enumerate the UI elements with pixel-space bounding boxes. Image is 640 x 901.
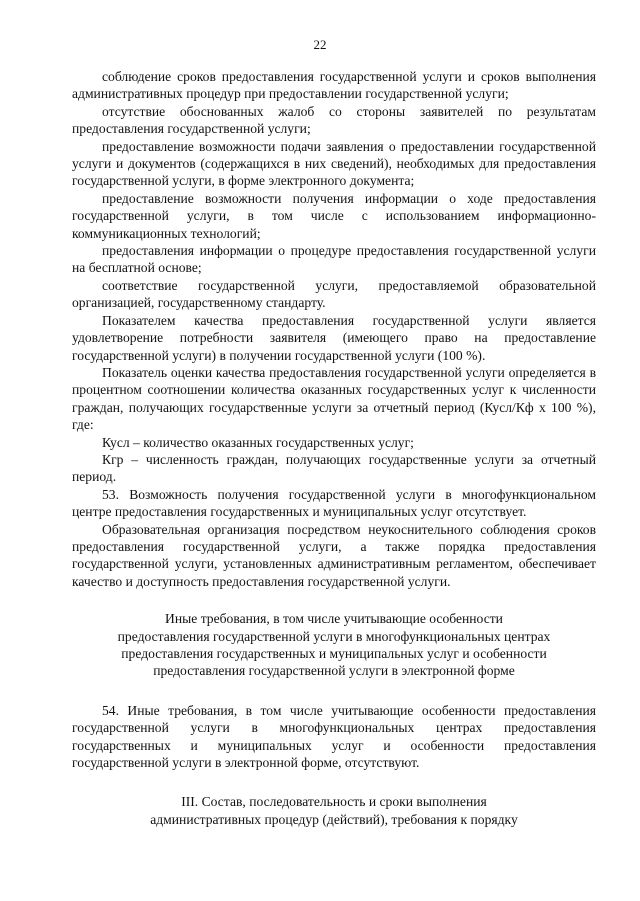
section-heading-other-requirements [72,610,596,680]
heading-line: Иные требования, в том числе учитывающие особенности [165,611,503,627]
paragraph: 53. Возможность получения государственной услуги в многофункциональном центре предоставления государственных и муниципальных услуг отсутствует. [72,486,596,520]
paragraph: соблюдение сроков предоставления государственной услуги и сроков выполнения административных процедур при предоставлении государственной услуги; [72,69,596,102]
body-text [72,68,596,850]
heading-line: административных процедур (действий), требования к порядку [150,811,518,827]
heading-line: предоставления государственной услуги в электронной форме [153,663,515,679]
heading-line: предоставления государственных и муниципальных услуг и особенности [121,646,547,661]
paragraph: предоставление возможности получения информации о ходе предоставления государственной услуги, в том числе с использованием информационно-коммуникационных технологий; [72,190,596,241]
paragraph: Кгр – численность граждан, получающих государственные услуги за отчетный период. [72,451,596,485]
heading-line: предоставления государственной услуги в многофункциональных центрах [117,628,551,644]
paragraph: Кусл – количество оказанных государственных услуг; [102,434,414,450]
paragraph: соответствие государственной услуги, предоставляемой образовательной организацией, государственному стандарту. [72,277,596,311]
section-heading-iii [72,793,596,828]
paragraph: предоставление возможности подачи заявления о предоставлении государственной услуги и документов (содержащихся в них сведений), необходимых для предоставления государственной услуги, в форме электронного документа; [72,138,596,189]
paragraph: Показатель оценки качества предоставления государственной услуги определяется в процентном соотношении количества оказанных государственных услуг к численности граждан, получающих государственные услуги за отчетный период (Кусл/Кф х 100 %), где: [72,364,596,433]
heading-line: III. Состав, последовательность и сроки выполнения [181,794,487,810]
paragraph: отсутствие обоснованных жалоб со стороны заявителей по результатам предоставления государственной услуги; [72,103,596,137]
paragraph: Образовательная организация посредством неукоснительного соблюдения сроков предоставления государственной услуги, а также порядка предоставления государственной услуги, установленных административным регламентом, обеспечивает качество и доступность предоставления государственной услуги. [72,521,596,589]
paragraph: предоставления информации о процедуре предоставления государственной услуги на бесплатной основе; [72,243,596,276]
page-number: 22 [313,37,327,52]
paragraph-54: 54. Иные требования, в том числе учитывающие особенности предоставления государственной услуги в многофункциональных центрах предоставления государственных и муниципальных услуг и особенности предоставления государственной услуги в электронной форме, отсутствуют. [72,702,596,771]
paragraph: Показателем качества предоставления государственной услуги является удовлетворение потребности заявителя (имеющего право на предоставление государственной услуги) в получении государственной услуги (100 %). [72,312,596,363]
